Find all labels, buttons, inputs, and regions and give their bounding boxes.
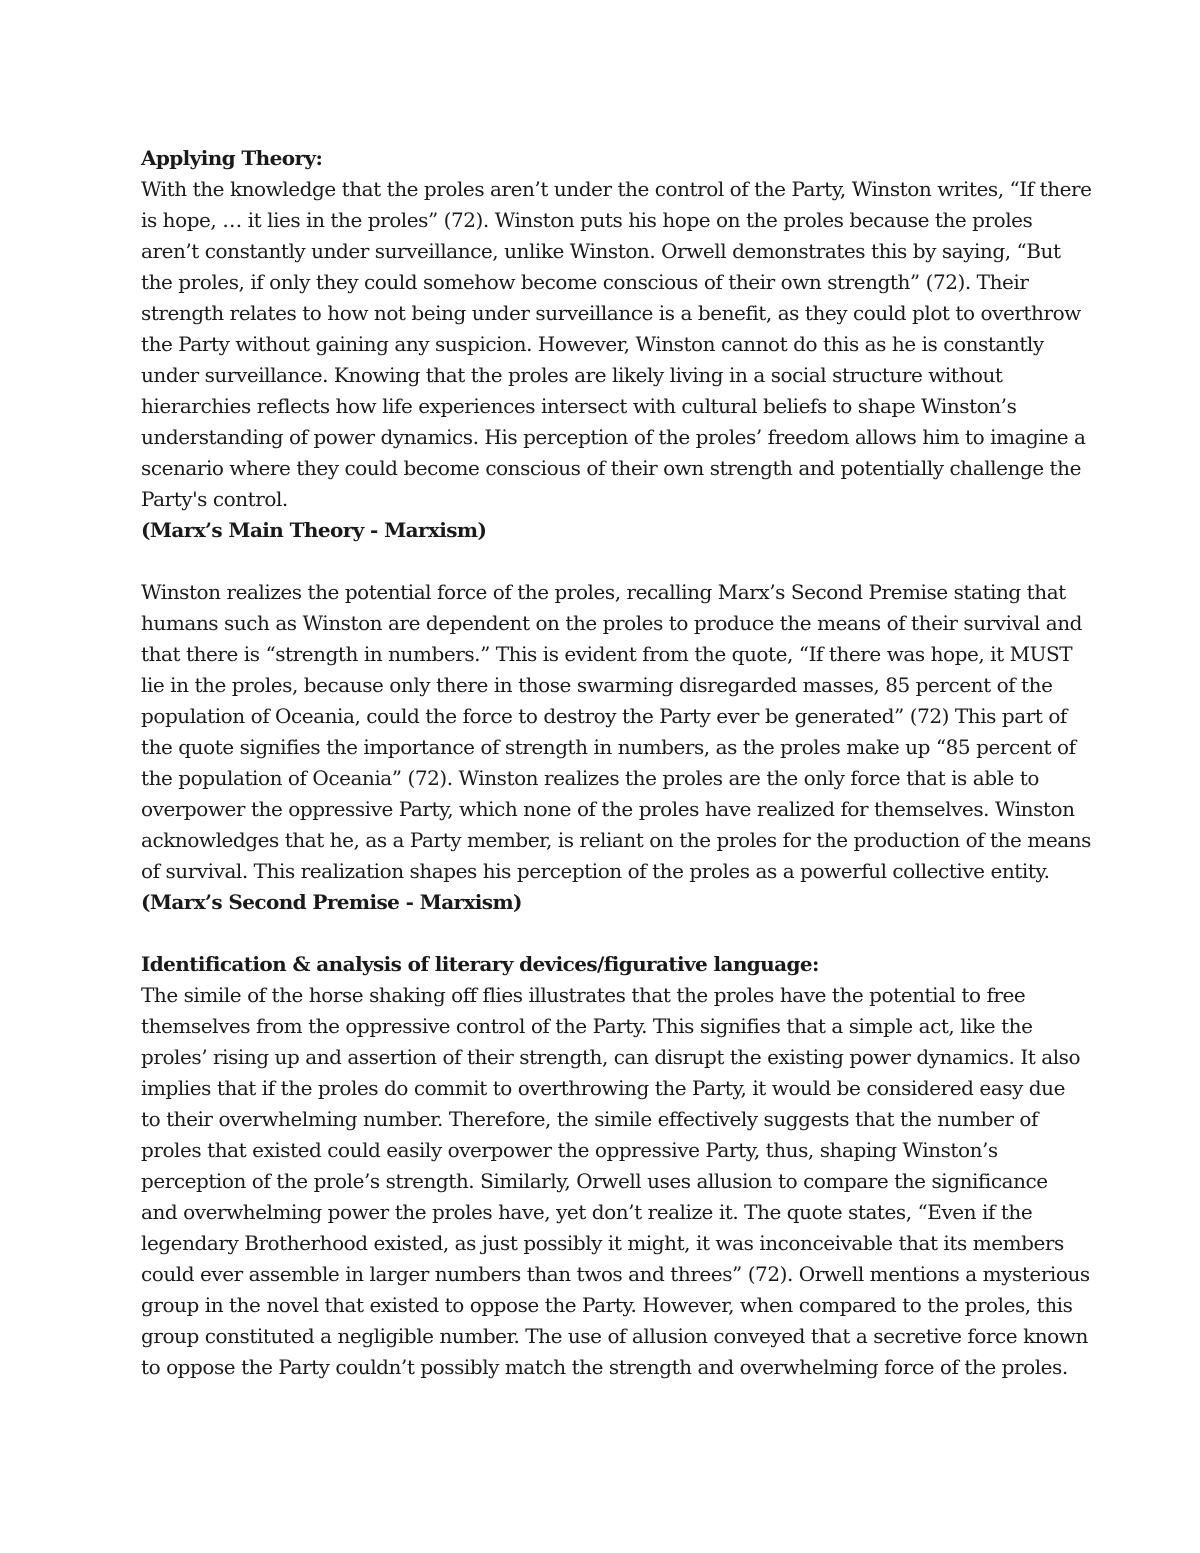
paragraph-line: hierarchies reflects how life experiences intersect with cultural beliefs to shape Winston’s: [141, 394, 1017, 418]
paragraph-line: Winston realizes the potential force of the proles, recalling Marx’s Second Premise stating that: [141, 580, 1066, 604]
paragraph-spacer: [141, 546, 1066, 577]
paragraph-line: the population of Oceania” (72). Winston realizes the proles are the only force that is able to: [141, 766, 1039, 790]
paragraph-line: to oppose the Party couldn’t possibly match the strength and overwhelming force of the proles.: [141, 1355, 1068, 1379]
paragraph-line: Party's control.: [141, 487, 288, 511]
citation-marx-second-premise: (Marx’s Second Premise - Marxism): [141, 890, 522, 914]
paragraph-line: group constituted a negligible number. The use of allusion conveyed that a secretive force known: [141, 1324, 1088, 1348]
paragraph-line: that there is “strength in numbers.” This is evident from the quote, “If there was hope, it MUST: [141, 642, 1073, 666]
document-page: [141, 143, 1092, 1383]
paragraph-second-premise: [141, 577, 1091, 887]
section-heading-applying-theory: Applying Theory:: [141, 146, 323, 170]
citation-marx-main-theory: (Marx’s Main Theory - Marxism): [141, 518, 487, 542]
paragraph-line: legendary Brotherhood existed, as just possibly it might, it was inconceivable that its members: [141, 1231, 1064, 1255]
paragraph-line: is hope, … it lies in the proles” (72). Winston puts his hope on the proles because the proles: [141, 208, 1033, 232]
paragraph-line: acknowledges that he, as a Party member, is reliant on the proles for the production of the means: [141, 828, 1091, 852]
paragraph-line: strength relates to how not being under surveillance is a benefit, as they could plot to overthrow: [141, 301, 1081, 325]
paragraph-line: understanding of power dynamics. His perception of the proles’ freedom allows him to imagine a: [141, 425, 1086, 449]
paragraph-line: With the knowledge that the proles aren’t under the control of the Party, Winston writes, “If there: [141, 177, 1092, 201]
paragraph-spacer: [141, 918, 1066, 949]
paragraph-line: of survival. This realization shapes his perception of the proles as a powerful collective entity.: [141, 859, 1050, 883]
paragraph-line: proles’ rising up and assertion of their strength, can disrupt the existing power dynamics. It also: [141, 1045, 1081, 1069]
paragraph-line: implies that if the proles do commit to overthrowing the Party, it would be considered easy due: [141, 1076, 1065, 1100]
paragraph-line: proles that existed could easily overpower the oppressive Party, thus, shaping Winston’s: [141, 1138, 998, 1162]
paragraph-line: humans such as Winston are dependent on the proles to produce the means of their survival and: [141, 611, 1083, 635]
paragraph-line: to their overwhelming number. Therefore, the simile effectively suggests that the number of: [141, 1107, 1038, 1131]
paragraph-line: aren’t constantly under surveillance, unlike Winston. Orwell demonstrates this by saying, “But: [141, 239, 1061, 263]
paragraph-line: population of Oceania, could the force to destroy the Party ever be generated” (72) This part of: [141, 704, 1067, 728]
paragraph-line: perception of the prole’s strength. Similarly, Orwell uses allusion to compare the significance: [141, 1169, 1048, 1193]
paragraph-line: scenario where they could become conscious of their own strength and potentially challenge the: [141, 456, 1081, 480]
paragraph-line: The simile of the horse shaking off flies illustrates that the proles have the potential to free: [141, 983, 1026, 1007]
paragraph-line: under surveillance. Knowing that the proles are likely living in a social structure without: [141, 363, 1003, 387]
paragraph-line: lie in the proles, because only there in those swarming disregarded masses, 85 percent of the: [141, 673, 1053, 697]
section-heading-literary-devices: Identification & analysis of literary devices/figurative language:: [141, 952, 819, 976]
paragraph-line: the quote signifies the importance of strength in numbers, as the proles make up “85 percent of: [141, 735, 1076, 759]
paragraph-applying-theory: [141, 174, 1092, 515]
paragraph-line: group in the novel that existed to oppose the Party. However, when compared to the proles, this: [141, 1293, 1073, 1317]
paragraph-line: could ever assemble in larger numbers than twos and threes” (72). Orwell mentions a mysterious: [141, 1262, 1090, 1286]
paragraph-literary-devices: [141, 980, 1090, 1383]
paragraph-line: the proles, if only they could somehow become conscious of their own strength” (72). Their: [141, 270, 1029, 294]
paragraph-line: the Party without gaining any suspicion. However, Winston cannot do this as he is constantly: [141, 332, 1044, 356]
paragraph-line: themselves from the oppressive control of the Party. This signifies that a simple act, like the: [141, 1014, 1033, 1038]
paragraph-line: and overwhelming power the proles have, yet don’t realize it. The quote states, “Even if the: [141, 1200, 1033, 1224]
paragraph-line: overpower the oppressive Party, which none of the proles have realized for themselves. Winston: [141, 797, 1075, 821]
